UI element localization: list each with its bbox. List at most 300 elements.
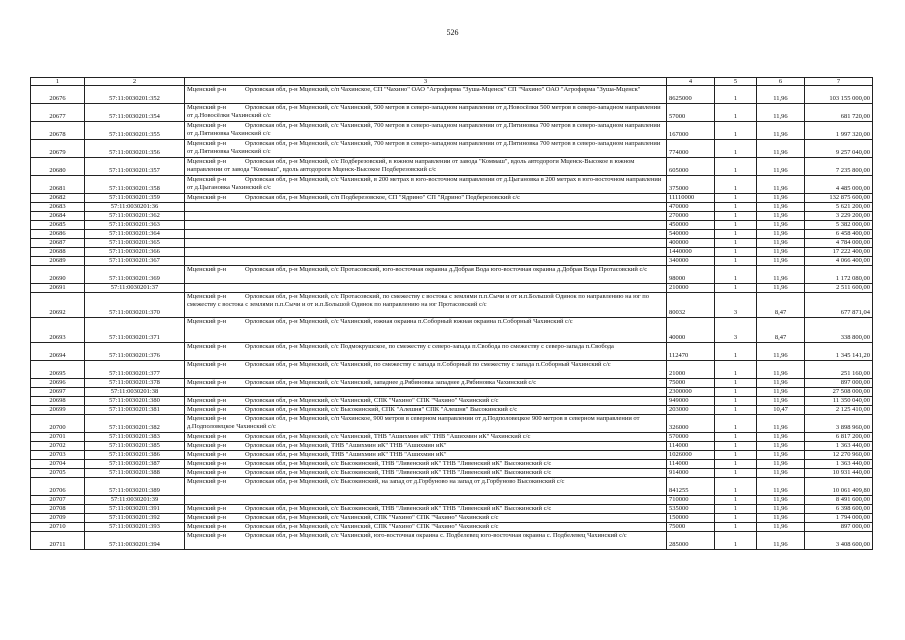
district-label: Мценский р-н xyxy=(187,379,227,386)
table-row xyxy=(31,140,873,158)
area-value: 150000 xyxy=(667,514,715,523)
area-value: 40000 xyxy=(667,318,715,343)
land-valuation-table xyxy=(30,77,873,550)
district-label: Мценский р-н xyxy=(187,266,227,273)
cadastral-value: 2 511 600,00 xyxy=(805,284,873,293)
row-number: 20688 xyxy=(31,248,85,257)
specific-value: 11,96 xyxy=(757,532,805,550)
table-body xyxy=(31,86,873,550)
table-row xyxy=(31,460,873,469)
specific-value: 11,96 xyxy=(757,379,805,388)
location-description xyxy=(185,203,667,212)
group-number: 1 xyxy=(715,469,757,478)
district-label: Мценский р-н xyxy=(187,523,227,530)
address-text: Орловская обл, р-н Мценский, с/с Чахинский, ТНВ "Ашихмин иК" ТНВ "Ашихмин иК" Чахинский с/с xyxy=(245,433,531,440)
table-row xyxy=(31,221,873,230)
table-row xyxy=(31,469,873,478)
cadastral-value: 251 160,00 xyxy=(805,361,873,379)
location-description xyxy=(185,460,667,469)
cadastral-number: 57:11:0030201:352 xyxy=(85,86,185,104)
location-description xyxy=(185,451,667,460)
cadastral-value: 7 235 800,00 xyxy=(805,158,873,176)
specific-value: 11,96 xyxy=(757,239,805,248)
cadastral-number: 57:11:0030201:358 xyxy=(85,176,185,194)
district-label: Мценский р-н xyxy=(187,361,227,368)
address-text: Орловская обл, р-н Мценский, с/с Чахинский, 500 метров в северо-западном направлении от д.Новосёлки 500 метров в северо-западном направлении от д.Новосёлки Чахинский с/с xyxy=(187,104,661,119)
area-value: 450000 xyxy=(667,221,715,230)
cadastral-value: 17 222 400,00 xyxy=(805,248,873,257)
table-row xyxy=(31,203,873,212)
district-label: Мценский р-н xyxy=(187,194,227,201)
area-value: 1026000 xyxy=(667,451,715,460)
specific-value: 11,96 xyxy=(757,415,805,433)
row-number: 20704 xyxy=(31,460,85,469)
district-label: Мценский р-н xyxy=(187,86,227,93)
specific-value: 11,96 xyxy=(757,266,805,284)
row-number: 20687 xyxy=(31,239,85,248)
district-label: Мценский р-н xyxy=(187,469,227,476)
location-description xyxy=(185,318,667,343)
area-value: 210000 xyxy=(667,284,715,293)
cadastral-value: 12 270 960,00 xyxy=(805,451,873,460)
group-number: 1 xyxy=(715,361,757,379)
cadastral-number: 57:11:0030201:377 xyxy=(85,361,185,379)
row-number: 20699 xyxy=(31,406,85,415)
address-text: Орловская обл, р-н Мценский, с/с Чахинский, в 200 метрах в юго-восточном направлении от д.Цыгановка в 200 метрах в юго-восточном направлении от д.Цыгановка Чахинский с/с xyxy=(187,176,662,191)
specific-value: 11,96 xyxy=(757,442,805,451)
address-text: Орловская обл, р-н Мценский, с/п Чахинское, 900 метров в северном направлении от д.Подполовецкое 900 метров в северном направлении от д.Подполовецкое Чахинский с/с xyxy=(187,415,640,430)
group-number: 1 xyxy=(715,140,757,158)
cadastral-value: 1 172 080,00 xyxy=(805,266,873,284)
specific-value: 11,96 xyxy=(757,122,805,140)
location-description xyxy=(185,140,667,158)
row-number: 20696 xyxy=(31,379,85,388)
address-text: Орловская обл, р-н Мценский, с/с Высокинский, ТНВ "Ливенский иК" ТНВ "Ливенский иК" Высокинский с/с xyxy=(245,460,552,467)
row-number: 20681 xyxy=(31,176,85,194)
row-number: 20691 xyxy=(31,284,85,293)
table-row xyxy=(31,230,873,239)
table-header-row xyxy=(31,78,873,86)
cadastral-number: 57:11:0030201:371 xyxy=(85,318,185,343)
cadastral-value: 5 382 000,00 xyxy=(805,221,873,230)
location-description xyxy=(185,212,667,221)
row-number: 20697 xyxy=(31,388,85,397)
group-number: 1 xyxy=(715,176,757,194)
cadastral-number: 57:11:0030201:359 xyxy=(85,194,185,203)
group-number: 1 xyxy=(715,203,757,212)
specific-value: 11,96 xyxy=(757,343,805,361)
area-value: 570000 xyxy=(667,433,715,442)
cadastral-number: 57:11:0030201:382 xyxy=(85,415,185,433)
group-number: 1 xyxy=(715,460,757,469)
cadastral-value: 897 000,00 xyxy=(805,379,873,388)
group-number: 1 xyxy=(715,343,757,361)
group-number: 1 xyxy=(715,257,757,266)
area-value: 841255 xyxy=(667,478,715,496)
location-description xyxy=(185,532,667,550)
row-number: 20684 xyxy=(31,212,85,221)
table-row xyxy=(31,442,873,451)
location-description xyxy=(185,293,667,318)
address-text: Орловская обл, р-н Мценский, с/с Чахинский, СПК "Чахино" СПК "Чахино" Чахинский с/с xyxy=(245,397,499,404)
specific-value: 11,96 xyxy=(757,451,805,460)
table-row xyxy=(31,532,873,550)
row-number: 20711 xyxy=(31,532,85,550)
area-value: 1440000 xyxy=(667,248,715,257)
cadastral-value: 338 800,00 xyxy=(805,318,873,343)
location-description xyxy=(185,478,667,496)
cadastral-number: 57:11:0030201:362 xyxy=(85,212,185,221)
specific-value: 11,96 xyxy=(757,104,805,122)
area-value: 326000 xyxy=(667,415,715,433)
address-text: Орловская обл, р-н Мценский, с/п Подберезовское, СП "Ядрино" СП "Ядрино" Подберезовский с/с xyxy=(245,194,521,201)
cadastral-number: 57:11:0030201:387 xyxy=(85,460,185,469)
cadastral-number: 57:11:0030201:370 xyxy=(85,293,185,318)
cadastral-value: 681 720,00 xyxy=(805,104,873,122)
table-row xyxy=(31,239,873,248)
cadastral-number: 57:11:0030201:391 xyxy=(85,505,185,514)
location-description xyxy=(185,239,667,248)
area-value: 470000 xyxy=(667,203,715,212)
cadastral-number: 57:11:0030201:388 xyxy=(85,469,185,478)
location-description xyxy=(185,433,667,442)
specific-value: 11,96 xyxy=(757,86,805,104)
column-header: 2 xyxy=(85,78,185,86)
cadastral-number: 57:11:0030201:36 xyxy=(85,203,185,212)
area-value: 112470 xyxy=(667,343,715,361)
area-value: 203000 xyxy=(667,406,715,415)
cadastral-number: 57:11:0030201:392 xyxy=(85,514,185,523)
group-number: 1 xyxy=(715,451,757,460)
cadastral-number: 57:11:0030201:376 xyxy=(85,343,185,361)
specific-value: 11,96 xyxy=(757,284,805,293)
specific-value: 11,96 xyxy=(757,221,805,230)
table-row xyxy=(31,158,873,176)
table-row xyxy=(31,433,873,442)
address-text: Орловская обл, р-н Мценский, с/с Чахинский, юго-восточная окраина с. Подбелевец юго-восточная окраина с. Подбелевец Чахинский с/с xyxy=(245,532,627,539)
group-number: 1 xyxy=(715,158,757,176)
district-label: Мценский р-н xyxy=(187,293,227,300)
table-row xyxy=(31,406,873,415)
group-number: 1 xyxy=(715,104,757,122)
address-text: Орловская обл, р-н Мценский, с/с Высокинский, на запад от д.Горбуново на запад от д.Горбуново Высокинский с/с xyxy=(245,478,565,485)
group-number: 1 xyxy=(715,248,757,257)
area-value: 285000 xyxy=(667,532,715,550)
column-header: 1 xyxy=(31,78,85,86)
location-description xyxy=(185,284,667,293)
row-number: 20682 xyxy=(31,194,85,203)
district-label: Мценский р-н xyxy=(187,505,227,512)
cadastral-number: 57:11:0030201:354 xyxy=(85,104,185,122)
cadastral-value: 9 257 040,00 xyxy=(805,140,873,158)
cadastral-value: 3 408 600,00 xyxy=(805,532,873,550)
row-number: 20678 xyxy=(31,122,85,140)
location-description xyxy=(185,523,667,532)
group-number: 3 xyxy=(715,293,757,318)
district-label: Мценский р-н xyxy=(187,158,227,165)
district-label: Мценский р-н xyxy=(187,433,227,440)
row-number: 20686 xyxy=(31,230,85,239)
area-value: 535000 xyxy=(667,505,715,514)
group-number: 1 xyxy=(715,212,757,221)
table-row xyxy=(31,176,873,194)
location-description xyxy=(185,469,667,478)
table-row xyxy=(31,505,873,514)
district-label: Мценский р-н xyxy=(187,343,227,350)
address-text: Орловская обл, р-н Мценский, с/с Чахинский, по смежеству с запада п.Соборный по смежеству с запада п.Соборный Чахинский с/с xyxy=(245,361,611,368)
page-number: 526 xyxy=(446,28,459,37)
cadastral-number: 57:11:0030201:393 xyxy=(85,523,185,532)
table-row xyxy=(31,388,873,397)
area-value: 605000 xyxy=(667,158,715,176)
group-number: 1 xyxy=(715,406,757,415)
cadastral-number: 57:11:0030201:385 xyxy=(85,442,185,451)
cadastral-number: 57:11:0030201:369 xyxy=(85,266,185,284)
group-number: 1 xyxy=(715,397,757,406)
row-number: 20703 xyxy=(31,451,85,460)
group-number: 1 xyxy=(715,496,757,505)
table-row xyxy=(31,104,873,122)
specific-value: 11,96 xyxy=(757,212,805,221)
specific-value: 11,96 xyxy=(757,158,805,176)
location-description xyxy=(185,361,667,379)
cadastral-number: 57:11:0030201:366 xyxy=(85,248,185,257)
address-text: Орловская обл, р-н Мценский, с/с Протасовский, юго-восточная окраина д.Добрая Вода юго-восточная окраина д.Добрая Вода Протасовский с/с xyxy=(245,266,648,273)
area-value: 75000 xyxy=(667,523,715,532)
area-value: 114000 xyxy=(667,460,715,469)
cadastral-number: 57:11:0030201:394 xyxy=(85,532,185,550)
specific-value: 11,96 xyxy=(757,478,805,496)
cadastral-value: 4 066 400,00 xyxy=(805,257,873,266)
specific-value: 11,96 xyxy=(757,203,805,212)
district-label: Мценский р-н xyxy=(187,104,227,111)
cadastral-number: 57:11:0030201:381 xyxy=(85,406,185,415)
table-row xyxy=(31,523,873,532)
location-description xyxy=(185,221,667,230)
group-number: 1 xyxy=(715,433,757,442)
cadastral-number: 57:11:0030201:37 xyxy=(85,284,185,293)
address-text: Орловская обл, р-н Мценский, с/с Высокинский, ТНВ "Ливенский иК" ТНВ "Ливенский иК" Высокинский с/с xyxy=(245,505,552,512)
specific-value: 11,96 xyxy=(757,140,805,158)
cadastral-number: 57:11:0030201:364 xyxy=(85,230,185,239)
specific-value: 11,96 xyxy=(757,523,805,532)
address-text: Орловская обл, р-н Мценский, с/с Подмокрушское, по смежеству с северо-запада п.Свобода по смежеству с северо-запада п.Свобода xyxy=(245,343,614,350)
location-description xyxy=(185,496,667,505)
cadastral-number: 57:11:0030201:386 xyxy=(85,451,185,460)
table-row xyxy=(31,122,873,140)
cadastral-value: 1 345 141,20 xyxy=(805,343,873,361)
district-label: Мценский р-н xyxy=(187,460,227,467)
column-header: 7 xyxy=(805,78,873,86)
district-label: Мценский р-н xyxy=(187,318,227,325)
cadastral-number: 57:11:0030201:380 xyxy=(85,397,185,406)
location-description xyxy=(185,230,667,239)
column-header: 5 xyxy=(715,78,757,86)
address-text: Орловская обл, р-н Мценский, с/с Высокинский, СПК "Алешня" СПК "Алешня" Высокинский с/с xyxy=(245,406,518,413)
address-text: Орловская обл, р-н Мценский, с/с Подберезовский, в южном направлении от завода "Коммаш", вдоль автодороги Мценск-Высокое в южном направлении от завода "Коммаш", вдоль автодороги Мценск-Высокое Подберезовский с/с xyxy=(187,158,635,173)
cadastral-value: 10 061 409,80 xyxy=(805,478,873,496)
group-number: 1 xyxy=(715,239,757,248)
table-row xyxy=(31,379,873,388)
row-number: 20695 xyxy=(31,361,85,379)
row-number: 20690 xyxy=(31,266,85,284)
cadastral-number: 57:11:0030201:383 xyxy=(85,433,185,442)
cadastral-value: 897 000,00 xyxy=(805,523,873,532)
table-row xyxy=(31,194,873,203)
group-number: 3 xyxy=(715,318,757,343)
table-row xyxy=(31,212,873,221)
district-label: Мценский р-н xyxy=(187,478,227,485)
cadastral-value: 1 363 440,00 xyxy=(805,460,873,469)
cadastral-number: 57:11:0030201:365 xyxy=(85,239,185,248)
table-row xyxy=(31,514,873,523)
cadastral-number: 57:11:0030201:363 xyxy=(85,221,185,230)
address-text: Орловская обл, р-н Мценский, ТНВ "Ашихмин иК" ТНВ "Ашихмин иК" xyxy=(245,442,447,449)
specific-value: 11,96 xyxy=(757,397,805,406)
area-value: 80032 xyxy=(667,293,715,318)
group-number: 1 xyxy=(715,505,757,514)
table-row xyxy=(31,293,873,318)
cadastral-number: 57:11:0030201:367 xyxy=(85,257,185,266)
group-number: 1 xyxy=(715,415,757,433)
row-number: 20693 xyxy=(31,318,85,343)
area-value: 540000 xyxy=(667,230,715,239)
location-description xyxy=(185,248,667,257)
location-description xyxy=(185,122,667,140)
group-number: 1 xyxy=(715,523,757,532)
column-header: 6 xyxy=(757,78,805,86)
area-value: 8625000 xyxy=(667,86,715,104)
cadastral-value: 2 125 410,00 xyxy=(805,406,873,415)
address-text: Орловская обл, р-н Мценский, с/с Чахинский, западнее д.Рябиновка западнее д.Рябиновка Чахинский с/с xyxy=(245,379,537,386)
row-number: 20710 xyxy=(31,523,85,532)
area-value: 114000 xyxy=(667,442,715,451)
specific-value: 11,96 xyxy=(757,469,805,478)
group-number: 1 xyxy=(715,86,757,104)
group-number: 1 xyxy=(715,122,757,140)
district-label: Мценский р-н xyxy=(187,122,227,129)
location-description xyxy=(185,388,667,397)
group-number: 1 xyxy=(715,388,757,397)
row-number: 20694 xyxy=(31,343,85,361)
table-row xyxy=(31,257,873,266)
address-text: Орловская обл, р-н Мценский, с/с Чахинский, 700 метров в северо-западном направлении от д.Пятиновка 700 метров в северо-западном направлении от д.Пятиновка Чахинский с/с xyxy=(187,140,661,155)
cadastral-value: 6 458 400,00 xyxy=(805,230,873,239)
location-description xyxy=(185,415,667,433)
group-number: 1 xyxy=(715,230,757,239)
area-value: 774000 xyxy=(667,140,715,158)
row-number: 20702 xyxy=(31,442,85,451)
district-label: Мценский р-н xyxy=(187,176,227,183)
table-row xyxy=(31,266,873,284)
address-text: Орловская обл, р-н Мценский, с/с Чахинский, СПК "Чахино" СПК "Чахино" Чахинский с/с xyxy=(245,523,499,530)
group-number: 1 xyxy=(715,266,757,284)
table-row xyxy=(31,343,873,361)
table-row xyxy=(31,478,873,496)
area-value: 98000 xyxy=(667,266,715,284)
district-label: Мценский р-н xyxy=(187,397,227,404)
address-text: Орловская обл, р-н Мценский, с/с Чахинский, 700 метров в северо-западном направлении от д.Пятиновка 700 метров в северо-западном направлении от д.Пятиновка Чахинский с/с xyxy=(187,122,661,137)
group-number: 1 xyxy=(715,221,757,230)
area-value: 400000 xyxy=(667,239,715,248)
table-row xyxy=(31,318,873,343)
cadastral-number: 57:11:0030201:378 xyxy=(85,379,185,388)
table-row xyxy=(31,451,873,460)
row-number: 20698 xyxy=(31,397,85,406)
cadastral-number: 57:11:0030201:389 xyxy=(85,478,185,496)
area-value: 57000 xyxy=(667,104,715,122)
specific-value: 11,96 xyxy=(757,257,805,266)
address-text: Орловская обл, р-н Мценский, с/с Протасовский, по смежеству с востока с землями п.п.Сычи и от и.п.Большой Одинок по направлению на юг по смежеству с востока с землями п.п.Сычи и от и.п.Большой Одинок по направлению на юг Протасовский с/с xyxy=(187,293,649,308)
cadastral-value: 1 794 000,00 xyxy=(805,514,873,523)
cadastral-value: 4 485 000,00 xyxy=(805,176,873,194)
location-description xyxy=(185,86,667,104)
cadastral-value: 1 997 320,00 xyxy=(805,122,873,140)
location-description xyxy=(185,397,667,406)
cadastral-value: 6 817 200,00 xyxy=(805,433,873,442)
cadastral-value: 27 508 000,00 xyxy=(805,388,873,397)
cadastral-value: 677 871,04 xyxy=(805,293,873,318)
cadastral-number: 57:11:0030201:38 xyxy=(85,388,185,397)
location-description xyxy=(185,176,667,194)
cadastral-value: 5 621 200,00 xyxy=(805,203,873,212)
specific-value: 11,96 xyxy=(757,361,805,379)
location-description xyxy=(185,514,667,523)
specific-value: 11,96 xyxy=(757,496,805,505)
column-header: 4 xyxy=(667,78,715,86)
table-row xyxy=(31,496,873,505)
area-value: 914000 xyxy=(667,469,715,478)
table-row xyxy=(31,397,873,406)
specific-value: 11,96 xyxy=(757,194,805,203)
table-row xyxy=(31,86,873,104)
location-description xyxy=(185,266,667,284)
area-value: 340000 xyxy=(667,257,715,266)
area-value: 2300000 xyxy=(667,388,715,397)
row-number: 20683 xyxy=(31,203,85,212)
table-row xyxy=(31,248,873,257)
cadastral-value: 1 363 440,00 xyxy=(805,442,873,451)
location-description xyxy=(185,194,667,203)
row-number: 20701 xyxy=(31,433,85,442)
specific-value: 8,47 xyxy=(757,318,805,343)
location-description xyxy=(185,257,667,266)
area-value: 21000 xyxy=(667,361,715,379)
specific-value: 8,47 xyxy=(757,293,805,318)
specific-value: 11,96 xyxy=(757,176,805,194)
cadastral-value: 3 898 960,00 xyxy=(805,415,873,433)
area-value: 710000 xyxy=(667,496,715,505)
column-header: 3 xyxy=(185,78,667,86)
cadastral-value: 4 784 000,00 xyxy=(805,239,873,248)
row-number: 20685 xyxy=(31,221,85,230)
location-description xyxy=(185,158,667,176)
area-value: 167000 xyxy=(667,122,715,140)
group-number: 1 xyxy=(715,194,757,203)
cadastral-value: 132 875 600,00 xyxy=(805,194,873,203)
area-value: 270000 xyxy=(667,212,715,221)
specific-value: 11,96 xyxy=(757,514,805,523)
area-value: 75000 xyxy=(667,379,715,388)
cadastral-value: 8 491 600,00 xyxy=(805,496,873,505)
group-number: 1 xyxy=(715,379,757,388)
cadastral-value: 11 350 040,00 xyxy=(805,397,873,406)
row-number: 20708 xyxy=(31,505,85,514)
address-text: Орловская обл, р-н Мценский, с/с Высокинский, ТНВ "Ливенский иК" ТНВ "Ливенский иК" Высокинский с/с xyxy=(245,469,552,476)
area-value: 375000 xyxy=(667,176,715,194)
row-number: 20709 xyxy=(31,514,85,523)
cadastral-value: 103 155 000,00 xyxy=(805,86,873,104)
